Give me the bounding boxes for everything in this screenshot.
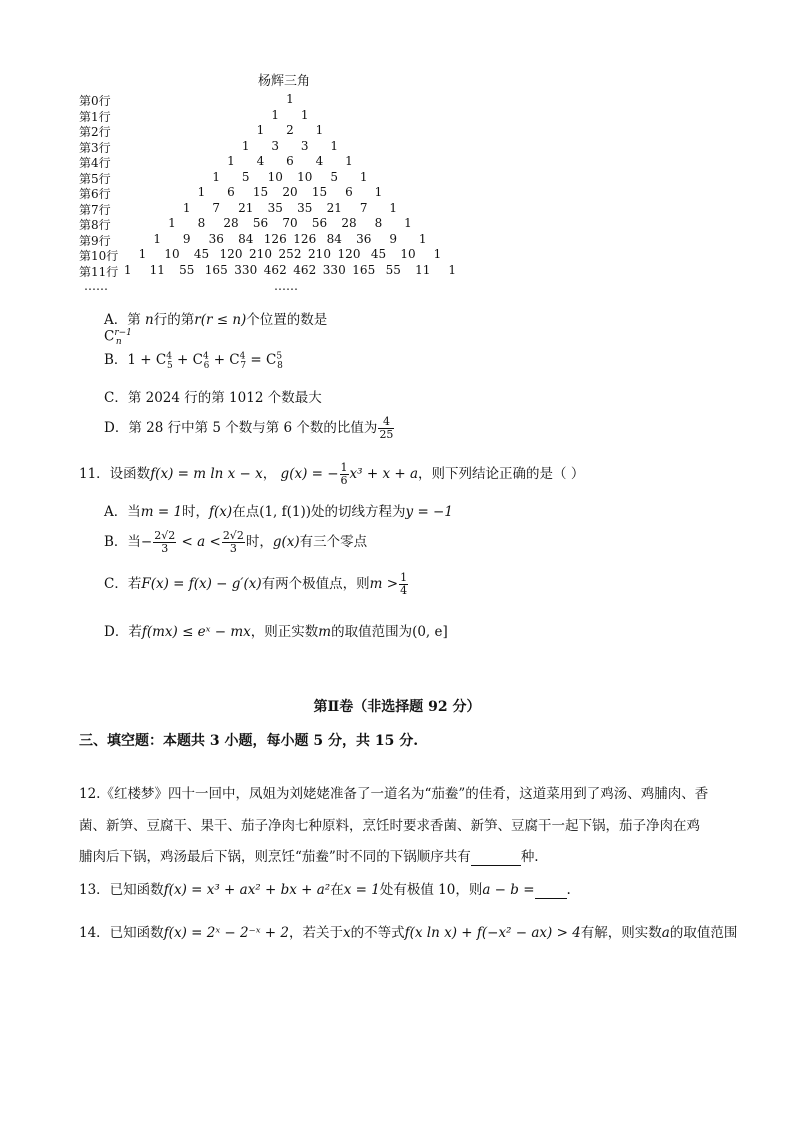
triangle-number: 210 [249,247,272,261]
triangle-number: 5 [241,169,250,184]
triangle-number: 10 [267,169,283,184]
triangle-number: 3 [300,138,309,153]
triangle-number: 1 [418,231,427,246]
triangle-number: 28 [341,216,357,230]
section-heading: 三、填空题：本题共 3 小题，每小题 5 分，共 15 分. [79,733,419,749]
triangle-number: 6 [227,185,235,199]
triangle-number: 1 [300,107,309,122]
triangle-number: 8 [197,216,206,230]
row-label: 第6行 [79,187,111,201]
row-label: 第5行 [79,171,111,186]
triangle-title: 杨辉三角 [258,74,311,89]
q10-option-b: B．$1 + C^4_5 + C^4_6 + C^4_7 = C^5_8$ [104,351,283,371]
triangle-number: 45 [193,247,210,261]
triangle-number: 20 [282,185,298,199]
triangle-number: 21 [326,200,342,215]
triangle-number: 1 [286,92,294,106]
triangle-number: 9 [389,231,398,246]
triangle-number: 1 [182,200,191,215]
triangle-number: 35 [297,200,313,215]
triangle-number: 126 [263,231,287,246]
row-label: 第4行 [79,156,111,170]
triangle-number: 56 [252,216,269,230]
triangle-number: 4 [256,154,265,168]
triangle-number: 120 [219,247,243,261]
row-label: 第8行 [79,218,111,232]
triangle-number: 8 [374,216,383,230]
triangle-number: 11 [415,262,431,277]
triangle-number: 3 [271,138,280,153]
triangle-number: 84 [326,231,342,246]
q10-option-a: A．第 n行的第r(r ≤ n)个位置的数是$C^{r-1}_n$ [104,312,328,348]
q11-option-d: D．若f(mx) ≤ eˣ − mx，则正实数m的取值范围为(0, e] [104,624,448,640]
triangle-number: 126 [293,231,317,246]
triangle-number: 35 [267,200,283,215]
answer-blank[interactable] [471,849,521,866]
q12-line-1: 12.《红楼梦》四十一回中，凤姐为刘姥姥准备了一道名为“茄鲞”的佳肴，这道菜用到了鸡汤、鸡脯肉、香 [79,786,709,802]
triangle-number: 5 [330,169,339,184]
section-title: 第Ⅱ卷（非选择题 92 分） [313,699,481,715]
triangle-number: 28 [223,216,239,230]
q11-stem: 11．设函数f(x) = m ln x − x， g(x) = − $\frac{1}{6}$ x³ + x + a，则下列结论正确的是（ ） [79,461,585,487]
q12-line-3: 脯肉后下锅，鸡汤最后下锅，则烹饪“茄鲞”时不同的下锅顺序共有 种. [79,849,539,865]
triangle-number: 330 [322,262,346,277]
triangle-number: 1 [448,262,457,277]
q13: 13．已知函数f(x) = x³ + ax² + bx + a²在x = 1处有极值 10，则a − b = . [79,882,571,898]
triangle-number: 55 [179,262,195,277]
triangle-number: 1 [271,107,280,122]
row-label: 第10行 [79,249,119,263]
triangle-number: 330 [234,262,258,277]
row-label: 第3行 [79,140,111,155]
triangle-number: 1 [241,138,250,153]
triangle-number: 1 [227,154,235,168]
triangle-number: 1 [153,231,162,246]
ellipsis-left: …… [84,279,108,293]
triangle-number: 15 [311,185,328,199]
triangle-number: 9 [182,231,191,246]
q12-line-2: 菌、新笋、豆腐干、果干、茄子净肉七种原料，烹饪时要求香菌、新笋、豆腐干一起下锅，茄子净肉在鸡 [79,818,700,834]
q11-option-c: C．若F(x) = f(x) − g′(x)有两个极值点，则m > $\frac{1}{4}$ [104,571,408,597]
q14: 14．已知函数f(x) = 2ˣ − 2⁻ˣ + 2，若关于x的不等式f(x ln x) + f(−x² − ax) > 4有解，则实数a的取值范围 [79,925,738,941]
triangle-number: 2 [286,123,294,137]
triangle-number: 10 [297,169,313,184]
triangle-number: 1 [374,185,383,199]
triangle-number: 165 [204,262,228,277]
triangle-number: 462 [293,262,317,277]
triangle-number: 1 [433,247,442,261]
row-label: 第11行 [79,264,119,279]
triangle-number: 36 [356,231,372,246]
triangle-number: 1 [389,200,398,215]
triangle-number: 462 [263,262,287,277]
triangle-number: 1 [123,262,132,277]
answer-blank[interactable] [535,882,567,899]
triangle-number: 1 [330,138,339,153]
triangle-number: 1 [256,123,265,137]
triangle-number: 252 [278,247,302,261]
q10-option-c: C．第 2024 行的第 1012 个数最大 [104,390,322,406]
triangle-number: 11 [149,262,165,277]
triangle-number: 120 [337,247,361,261]
triangle-number: 1 [138,247,147,261]
triangle-number: 84 [238,231,254,246]
triangle-number: 165 [352,262,376,277]
triangle-number: 1 [315,123,324,137]
triangle-number: 210 [308,247,331,261]
triangle-number: 1 [197,185,206,199]
triangle-number: 4 [315,154,324,168]
triangle-number: 1 [345,154,353,168]
triangle-number: 36 [208,231,224,246]
triangle-number: 56 [311,216,328,230]
row-label: 第2行 [79,125,111,139]
q10-option-d: D．第 28 行中第 5 个数与第 6 个数的比值为 $\frac{4}{25}$ [104,415,394,441]
triangle-number: 45 [370,247,387,261]
triangle-number: 7 [212,200,221,215]
triangle-number: 55 [385,262,401,277]
triangle-number: 70 [282,216,298,230]
row-label: 第9行 [79,233,111,248]
triangle-number: 15 [252,185,269,199]
triangle-number: 21 [238,200,254,215]
row-label: 第0行 [79,94,111,108]
triangle-number: 10 [164,247,180,261]
triangle-number: 1 [404,216,412,230]
triangle-number: 1 [212,169,221,184]
triangle-number: 6 [286,154,294,168]
triangle-number: 1 [359,169,368,184]
triangle-number: 1 [168,216,176,230]
q11-option-a: A．当m = 1时，f(x)在点(1, f(1))处的切线方程为y = −1 [104,504,453,520]
triangle-number: 10 [400,247,416,261]
fraction: $\frac{4}{25}$ [379,415,394,441]
triangle-number: 7 [359,200,368,215]
triangle-number: 6 [345,185,353,199]
row-label: 第1行 [79,109,111,124]
ellipsis-right: …… [274,279,298,293]
q11-option-b: B．当− $\frac{2√2}{3}$ < a < $\frac{2√2}{3}$ 时，g(x)有三个零点 [104,529,368,555]
row-label: 第7行 [79,202,111,217]
